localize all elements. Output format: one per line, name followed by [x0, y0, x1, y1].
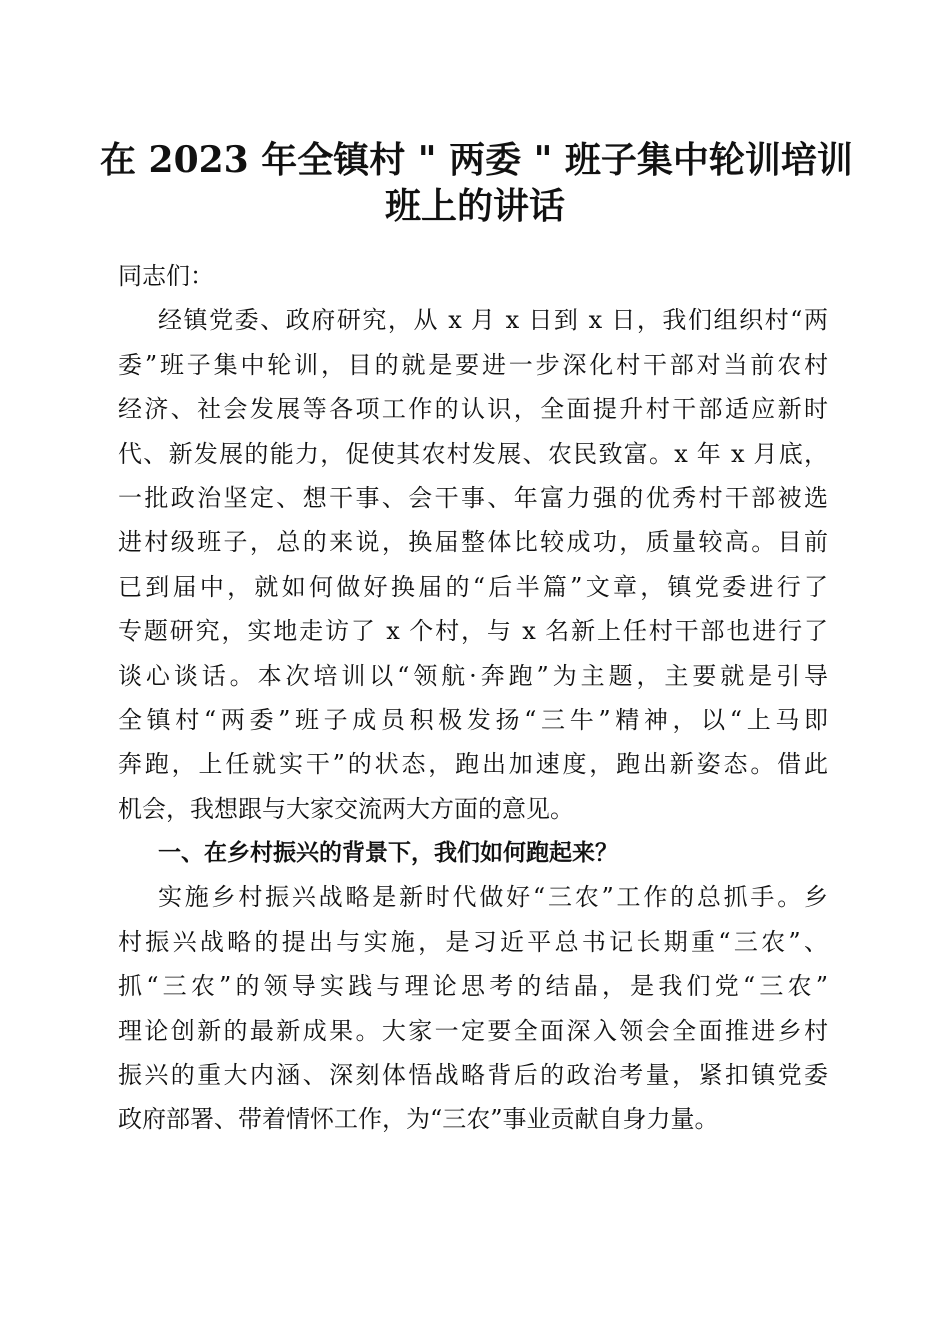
paragraph-1 [118, 298, 828, 831]
paragraph-line: 已到届中，就如何做好换届的“后半篇”文章，镇党委进行了 [118, 572, 828, 601]
paragraph-line: 一批政治坚定、想干事、会干事、年富力强的优秀村干部被选 [118, 483, 828, 512]
title-line-1: 在 2023 年全镇村 " 两委 " 班子集中轮训培训 [100, 139, 853, 181]
paragraph-line: 全镇村“两委”班子成员积极发扬“三牛”精神，以“上马即 [118, 705, 828, 734]
paragraph-line: 奔跑，上任就实干”的状态，跑出加速度，跑出新姿态。借此 [118, 750, 828, 779]
paragraph-line: 振兴的重大内涵、深刻体悟战略背后的政治考量，紧扣镇党委 [118, 1061, 828, 1090]
paragraph-line: 经镇党委、政府研究，从 x 月 x 日到 x 日，我们组织村“两 [158, 306, 828, 335]
document-body [118, 254, 828, 1142]
paragraph-line: 经济、社会发展等各项工作的认识，全面提升村干部适应新时 [118, 395, 828, 424]
paragraph-line: 委”班子集中轮训，目的就是要进一步深化村干部对当前农村 [118, 350, 828, 379]
paragraph-line: 谈心谈话。本次培训以“领航·奔跑”为主题，主要就是引导 [118, 661, 828, 690]
paragraph-line: 村振兴战略的提出与实施，是习近平总书记长期重“三农”、 [118, 927, 828, 956]
paragraph-2 [118, 875, 828, 1141]
paragraph-line: 机会，我想跟与大家交流两大方面的意见。 [118, 794, 574, 823]
paragraph-line: 政府部署、带着情怀工作，为“三农”事业贡献自身力量。 [118, 1105, 719, 1134]
paragraph-line: 进村级班子，总的来说，换届整体比较成功，质量较高。目前 [118, 528, 828, 557]
salutation: 同志们： [118, 262, 214, 290]
paragraph-line: 抓“三农”的领导实践与理论思考的结晶，是我们党“三农” [118, 972, 828, 1001]
paragraph-line: 代、新发展的能力，促使其农村发展、农民致富。x 年 x 月底， [118, 439, 828, 468]
paragraph-line: 实施乡村振兴战略是新时代做好“三农”工作的总抓手。乡 [158, 883, 828, 912]
section-heading-1: 一、在乡村振兴的背景下，我们如何跑起来？ [158, 840, 618, 867]
document-title [100, 137, 853, 229]
paragraph-line: 理论创新的最新成果。大家一定要全面深入领会全面推进乡村 [118, 1016, 828, 1045]
title-line-2: 班上的讲话 [384, 185, 565, 227]
paragraph-line: 专题研究，实地走访了 x 个村，与 x 名新上任村干部也进行了 [118, 617, 828, 646]
